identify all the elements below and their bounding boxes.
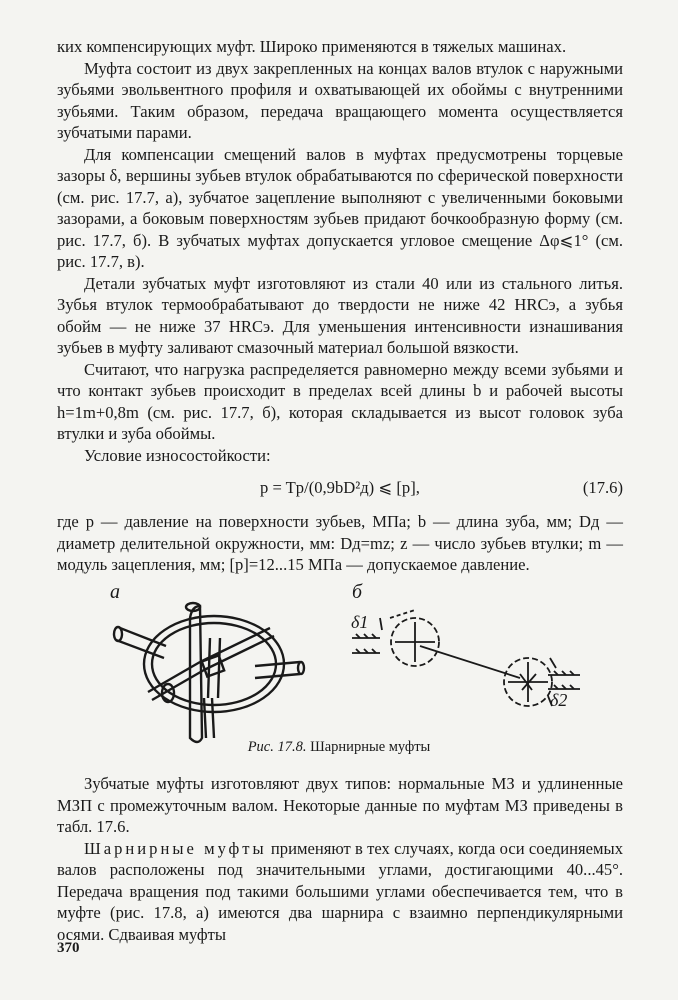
input-shaft-end <box>114 627 122 641</box>
caption-text: Шарнирные муфты <box>310 739 431 755</box>
delta2-label: δ2 <box>550 690 568 710</box>
paragraph-hinge-couplings <box>57 838 623 946</box>
body-text-bottom <box>57 773 623 945</box>
formula-17-6: p = Tр/(0,9bD²д) ⩽ [p], <box>260 478 420 497</box>
figure-caption <box>0 737 678 759</box>
figure-b-schematic <box>351 581 580 710</box>
figure-a-label: а <box>110 581 120 603</box>
formula-number: (17.6) <box>582 478 623 497</box>
hinge-couplings-term: Шарнирные муфты <box>84 838 267 858</box>
page-number: 370 <box>57 940 80 956</box>
paragraph-load-distribution: Считают, что нагрузка распределяется равномерно между всеми зубьями и что контакт зубьев происходит в пределах всей длины b и рабочей высоты h=1m+0,8m (см. рис. 17.7, б), которая складывается из высот головок зуба втулки и зуба обоймы. <box>57 359 623 443</box>
formula-row <box>57 467 623 511</box>
caption-number: Рис. 17.8. <box>247 739 307 755</box>
output-shaft-end <box>298 662 304 674</box>
right-bearing-hatch <box>554 671 574 689</box>
paragraph-compensation: Для компенсации смещений валов в муфтах предусмотрены торцевые зазоры δ, вершины зубьев втулок обрабатываются по сферической поверхности (см. рис. 17.7, а), зубчатое зацепление выполняют с увеличенными боковыми зазорами, а боковым поверхностям зубьев придают бочкообразную форму (см. рис. 17.7, б). В зубчатых муфтах допускается угловое смещение Δφ⩽1° (см. рис. 17.7, в). <box>57 144 623 271</box>
delta1-label: δ1 <box>351 612 369 632</box>
figure-b-label: б <box>352 581 363 603</box>
cross-arm-upper <box>200 628 274 670</box>
input-shaft <box>116 628 166 658</box>
left-bearing-hatch <box>356 634 376 653</box>
paragraph-coupling-structure: Муфта состоит из двух закрепленных на концах валов втулок с наружными зубьями эвольвентного профиля и охватывающей их обоймы с внутренними зубьями. Таким образом, передача вращающего момента осуществляется зубчатыми парами. <box>57 58 623 142</box>
figure-a-cardan-joint <box>110 581 304 742</box>
paragraph-materials: Детали зубчатых муфт изготовляют из стали 40 или из стального литья. Зубья втулок термообрабатывают до твердости не ниже 42 HRCэ, а зубья обойм — не ниже 37 HRCэ. Для уменьшения интенсивности изнашивания зубьев в муфту заливают смазочный материал большой вязкости. <box>57 273 623 357</box>
output-shaft <box>255 662 300 678</box>
paragraph-wear-condition: Условие износостойкости: <box>84 445 271 465</box>
paragraph-continuation: ких компенсирующих муфт. Широко применяются в тяжелых машинах. <box>57 37 567 56</box>
paragraph-where: где p — давление на поверхности зубьев, МПа; b — длина зуба, мм; Dд — диаметр делительной окружности, мм: Dд=mz; z — число зубьев втулки; m — модуль зацепления, мм; [p]=12...15 МПа — допускаемое давление. <box>57 512 623 574</box>
hinge-couplings-text: применяют в тех случаях, когда оси соединяемых валов расположены под значительными углами, достигающими 40...45°. Передача вращения под такими большими углами обеспечивается тем, что в муфте (рис. 17.8, а) имеются два шарнира с взаимно перпендикулярными осями. Сдваивая муфты <box>57 838 623 944</box>
left-joint-guide <box>390 610 415 618</box>
cross-arm-vertical <box>208 638 220 698</box>
paragraph-gear-coupling-types: Зубчатые муфты изготовляют двух типов: нормальные МЗ и удлиненные МЗП с промежуточным валом. Некоторые данные по муфтам МЗ приведены в табл. 17.6. <box>57 774 623 836</box>
delta1-arrow <box>380 618 382 630</box>
body-text-top <box>57 36 623 576</box>
left-joint-axes <box>395 622 435 662</box>
